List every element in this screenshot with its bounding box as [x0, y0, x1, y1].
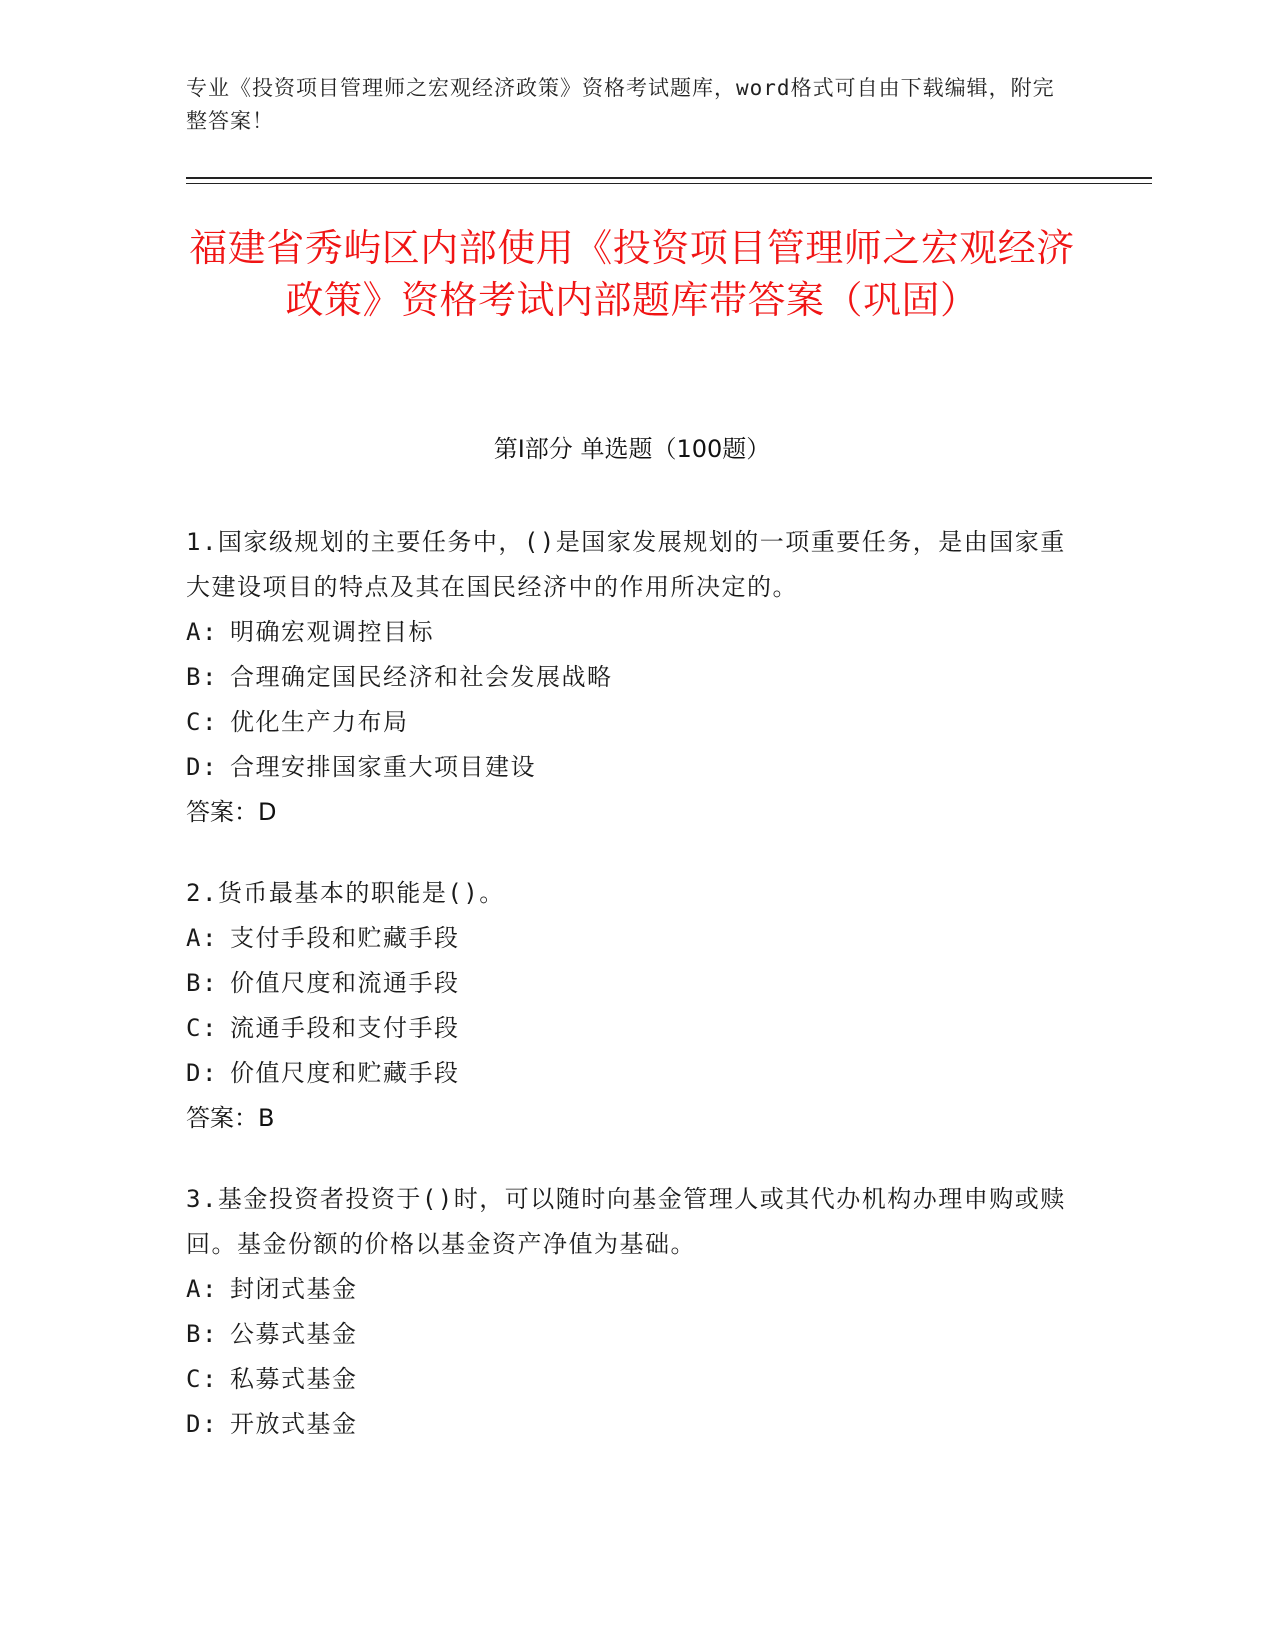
option-text: 流通手段和支付手段: [230, 1014, 460, 1042]
option-a: [186, 1267, 1066, 1312]
option-key: B:: [186, 1320, 218, 1348]
option-text: 支付手段和贮藏手段: [230, 924, 460, 952]
option-key: B:: [186, 969, 218, 997]
option-text: 价值尺度和流通手段: [230, 969, 460, 997]
header-note: 专业《投资项目管理师之宏观经济政策》资格考试题库，word格式可自由下载编辑，附完整答案！: [186, 76, 1055, 133]
option-text: 合理确定国民经济和社会发展战略: [230, 663, 613, 691]
option-text: 私募式基金: [230, 1365, 358, 1393]
option-d: [186, 1402, 1066, 1447]
option-c: [186, 1006, 1066, 1051]
option-c: [186, 700, 1066, 745]
answer-label: 答案：D: [186, 798, 277, 826]
question-stem: 2.货币最基本的职能是()。: [186, 879, 505, 907]
option-b: [186, 961, 1066, 1006]
option-key: A:: [186, 618, 218, 646]
option-text: 价值尺度和贮藏手段: [230, 1059, 460, 1087]
option-a: [186, 916, 1066, 961]
answer-label: 答案：B: [186, 1104, 275, 1132]
option-key: B:: [186, 663, 218, 691]
option-key: A:: [186, 924, 218, 952]
option-b: [186, 655, 1066, 700]
option-key: D:: [186, 1059, 218, 1087]
option-text: 优化生产力布局: [230, 708, 409, 736]
option-text: 公募式基金: [230, 1320, 358, 1348]
header-divider-thick: [186, 177, 1152, 179]
option-key: D:: [186, 1410, 218, 1438]
option-key: C:: [186, 1365, 218, 1393]
option-text: 合理安排国家重大项目建设: [230, 753, 536, 781]
option-text: 开放式基金: [230, 1410, 358, 1438]
option-text: 明确宏观调控目标: [230, 618, 434, 646]
question-stem: 3.基金投资者投资于()时，可以随时向基金管理人或其代办机构办理申购或赎回。基金份额的价格以基金资产净值为基础。: [186, 1185, 1066, 1258]
question-1: [186, 520, 1066, 835]
option-c: [186, 1357, 1066, 1402]
option-b: [186, 1312, 1066, 1357]
question-3: [186, 1177, 1066, 1447]
option-key: A:: [186, 1275, 218, 1303]
header-divider-thin: [186, 183, 1152, 184]
section-title: 第I部分 单选题（100题）: [493, 435, 771, 463]
option-a: [186, 610, 1066, 655]
option-key: C:: [186, 708, 218, 736]
option-text: 封闭式基金: [230, 1275, 358, 1303]
question-2: [186, 871, 1066, 1141]
question-stem: 1.国家级规划的主要任务中，()是国家发展规划的一项重要任务，是由国家重大建设项目的特点及其在国民经济中的作用所决定的。: [186, 528, 1066, 601]
document-title: 福建省秀屿区内部使用《投资项目管理师之宏观经济政策》资格考试内部题库带答案（巩固）: [189, 226, 1075, 322]
option-d: [186, 1051, 1066, 1096]
option-key: D:: [186, 753, 218, 781]
question-list: [186, 520, 1066, 1483]
option-key: C:: [186, 1014, 218, 1042]
option-d: [186, 745, 1066, 790]
